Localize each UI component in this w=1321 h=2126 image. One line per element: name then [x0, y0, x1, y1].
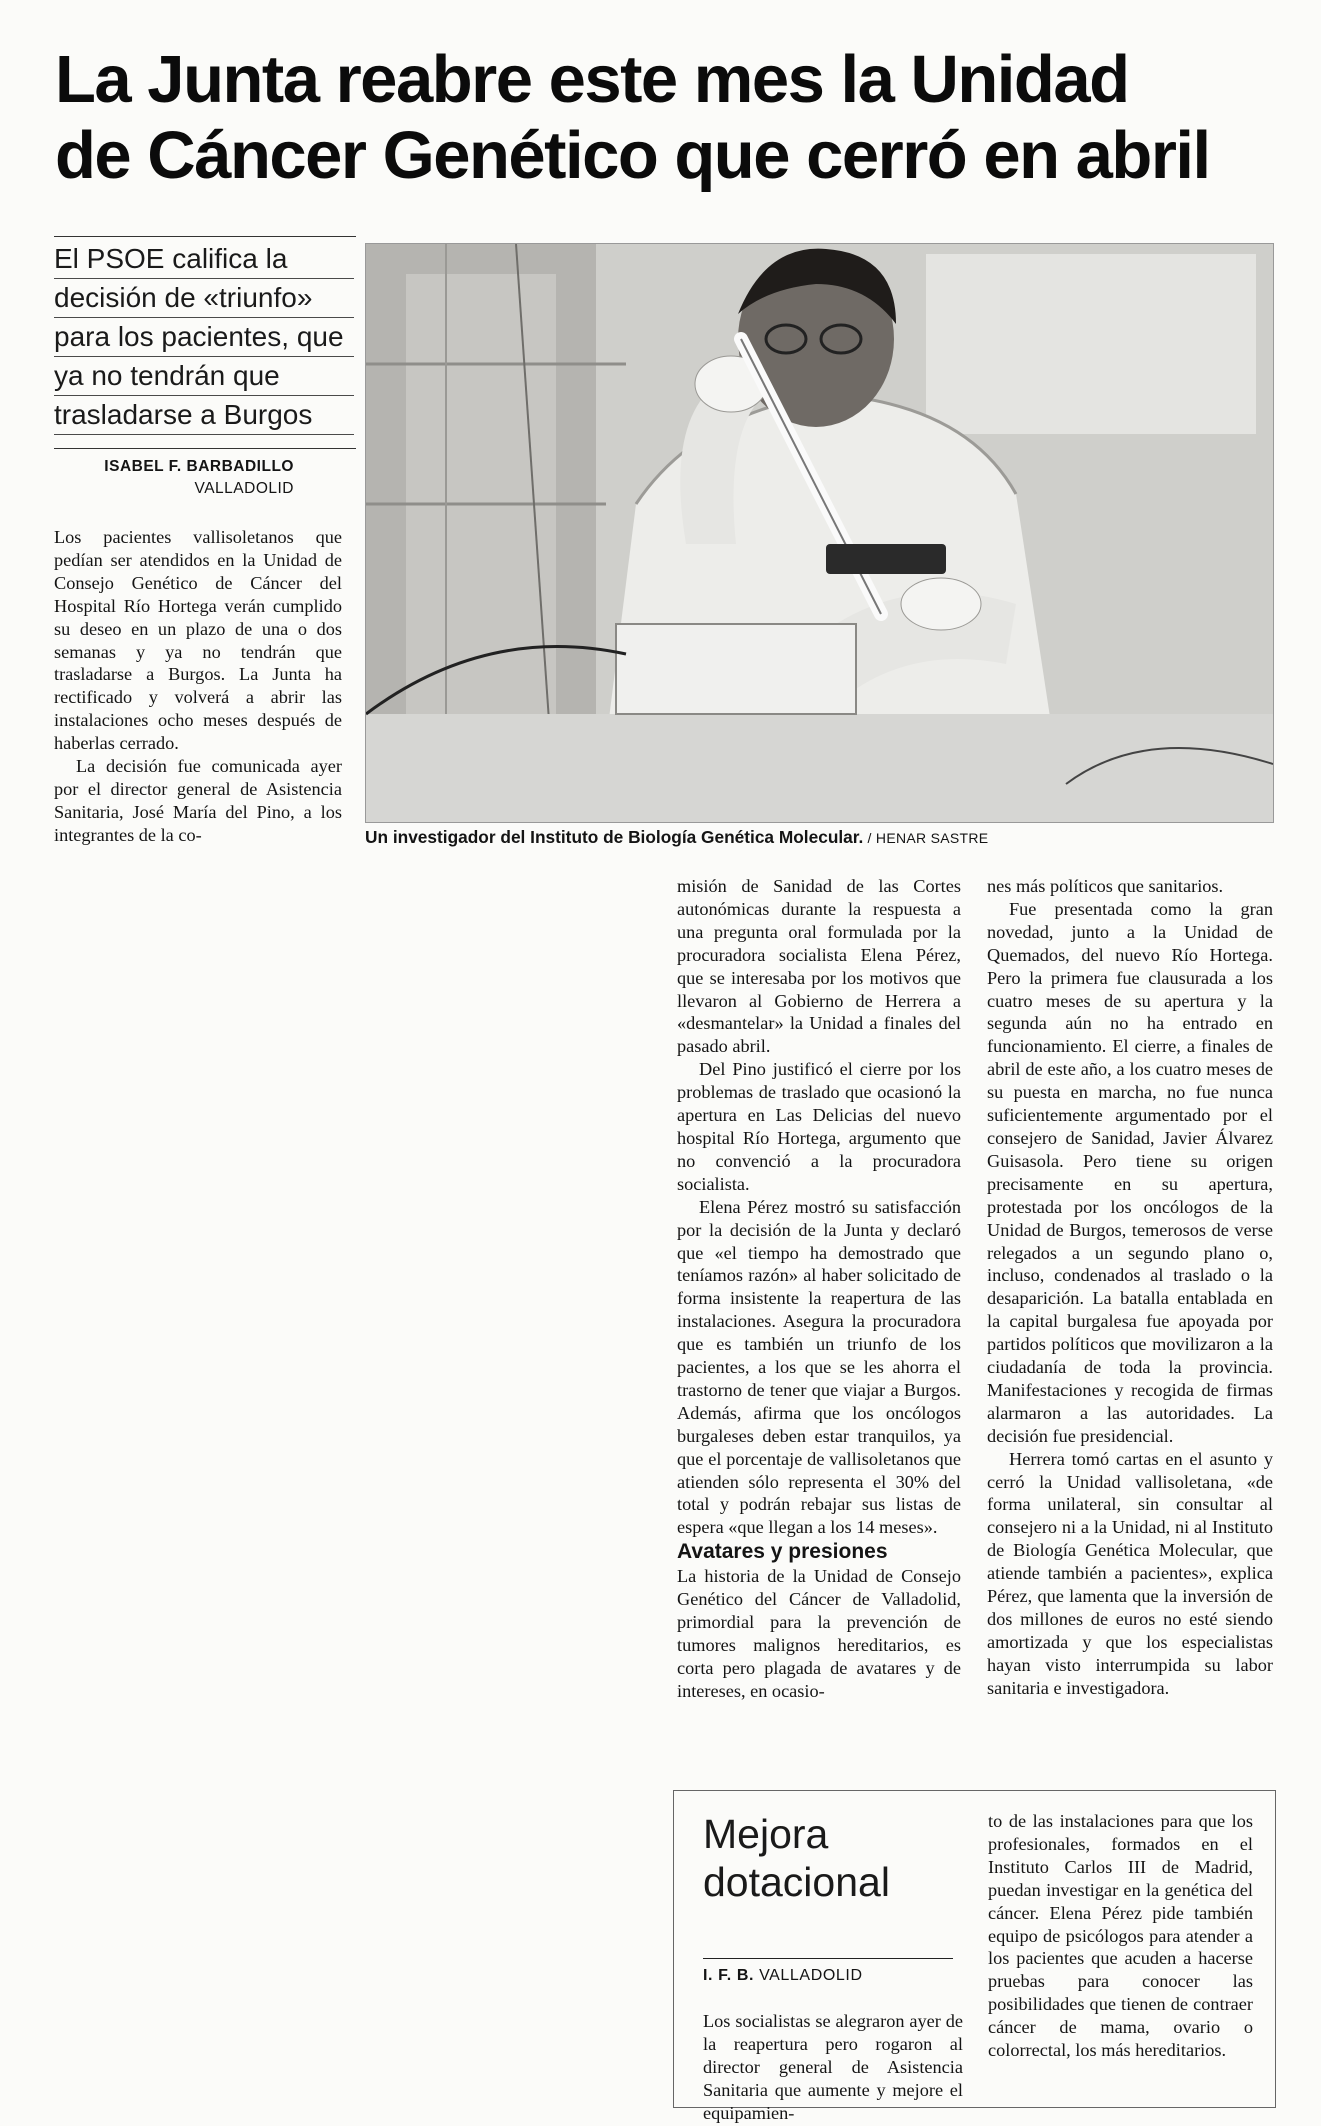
- byline: [54, 456, 294, 500]
- subhead-line: El PSOE califica la: [54, 240, 354, 279]
- subhead-line: para los pacientes, que: [54, 318, 354, 357]
- caption-text: Un investigador del Instituto de Biología Genética Molecular.: [365, 827, 864, 847]
- body-column-1: [54, 526, 342, 847]
- paragraph: nes más políticos que sanitarios.: [987, 876, 1224, 896]
- paragraph: Fue presentada como la gran novedad, junto a la Unidad de Quemados, del nuevo Río Hortega. Pero la primera fue clausurada a los cuatro meses de su apertura y la segunda aún no ha entrado en funcionamiento. El cierre, a finales de abril de este año, a los cuatro meses de su puesta en marcha, no fue nunca suficientemente argumentado por el consejero de Sanidad, Javier Álvarez Guisasola. Pero tiene su origen precisamente en su apertura, protestada por los oncólogos de la Unidad de Burgos, temerosos de verse relegados a un segundo plano o, incluso, condenados al traslado o la desaparición. La batalla entablada en la capital burgalesa fue apoyada por partidos políticos que movilizaron a la ciudadanía de toda la provincia. Manifestaciones y recogida de firmas alarmaron a las autoridades. La decisión fue presidencial.: [987, 898, 1273, 1446]
- sidebar-column-2: [988, 1810, 1253, 2062]
- byline-rule: [54, 448, 356, 449]
- subhead-line: decisión de «triunfo»: [54, 279, 354, 318]
- photo-caption: [365, 826, 1280, 849]
- sidebar-byline-place: VALLADOLID: [754, 1967, 863, 1984]
- sidebar-column-1: [703, 2010, 963, 2125]
- body-column-2: [677, 875, 961, 1703]
- crosshead: Avatares y presiones: [677, 1540, 888, 1564]
- body-column-3: [987, 875, 1273, 1700]
- photo-illustration: [366, 244, 1273, 822]
- paragraph: to de las instalaciones para que los profesionales, formados en el Instituto Carlos III de Madrid, puedan investigar en la genética del cáncer. Elena Pérez pide también equipo de psicólogos para atender a los pacientes que acuden a hacerse pruebas para conocer las posibilidades que tienen de contraer cáncer de mama, ovario o colorrectal, los más hereditarios.: [988, 1811, 1253, 2061]
- sidebar-rule: [703, 1958, 953, 1959]
- subhead: [54, 240, 354, 435]
- paragraph: Del Pino justificó el cierre por los problemas de traslado que ocasionó la apertura en Las Delicias del nuevo hospital Río Hortega, argumento que no convenció a la procuradora socialista.: [677, 1059, 961, 1194]
- paragraph: Elena Pérez mostró su satisfacción por la decisión de la Junta y declaró que «el tiempo ha demostrado que teníamos razón» al haber solicitado de forma insistente la reapertura de las instalaciones. Asegura la procuradora que es también un triunfo de los pacientes, a los que se les ahorra el trastorno de tener que viajar a Burgos. Además, afirma que los oncólogos burgaleses deben estar tranquilos, ya que el porcentaje de vallisoletanos que atienden sólo representa el 30% del total y podrán rebajar sus listas de espera «que llegan a los 14 meses».: [677, 1196, 961, 1538]
- byline-place: VALLADOLID: [194, 480, 294, 497]
- headline-line-1: La Junta reabre este mes la Unidad: [55, 42, 1129, 117]
- subhead-top-rule: [54, 236, 356, 237]
- sidebar-title: Mejora dotacional: [703, 1811, 890, 1905]
- sidebar-byline-initials: I. F. B.: [703, 1967, 755, 1984]
- paragraph: Herrera tomó cartas en el asunto y cerró la Unidad vallisoletana, «de forma unilateral, sin consultar al consejero ni a la Unidad, ni al Instituto de Biología Genética Molecular, que atiende también a pacientes», explica Pérez, que lamenta que la inversión de dos millones de euros no esté siendo amortizada y que los especialistas hayan visto interrumpida su labor sanitaria e investigadora.: [987, 1448, 1273, 1698]
- paragraph: misión de Sanidad de las Cortes autonómicas durante la respuesta a una pregunta oral formulada por la procuradora socialista Elena Pérez, que se interesaba por los motivos que llevaron al Gobierno de Herrera a «desmantelar» la Unidad a finales del pasado abril.: [677, 876, 961, 1057]
- subhead-line: ya no tendrán que: [54, 357, 354, 396]
- article-photo: [365, 243, 1274, 823]
- headline: [55, 42, 1255, 194]
- paragraph: La historia de la Unidad de Consejo Genético del Cáncer de Valladolid, primordial para la prevención de tumores malignos hereditarios, es corta pero plagada de avatares y de intereses, en ocasio-: [677, 1566, 961, 1701]
- paragraph: Los socialistas se alegraron ayer de la reapertura pero rogaron al director general de Asistencia Sanitaria que aumente y mejore el equipamien-: [703, 2011, 963, 2123]
- photo-credit: / HENAR SASTRE: [863, 830, 989, 846]
- headline-line-2: de Cáncer Genético que cerró en abril: [55, 118, 1210, 193]
- byline-author: ISABEL F. BARBADILLO: [104, 458, 294, 475]
- paragraph: Los pacientes vallisoletanos que pedían ser atendidos en la Unidad de Consejo Genético de Cáncer del Hospital Río Hortega verán cumplido su deseo en un plazo de una o dos semanas y ya no tendrán que trasladarse a Burgos. La Junta ha rectificado y volverá a abrir las instalaciones ocho meses después de haberlas cerrado.: [54, 527, 342, 754]
- paragraph: La decisión fue comunicada ayer por el director general de Asistencia Sanitaria, José María del Pino, a los integrantes de la co-: [54, 756, 342, 845]
- sidebar-byline: [703, 1965, 953, 1987]
- subhead-line: trasladarse a Burgos: [54, 396, 354, 435]
